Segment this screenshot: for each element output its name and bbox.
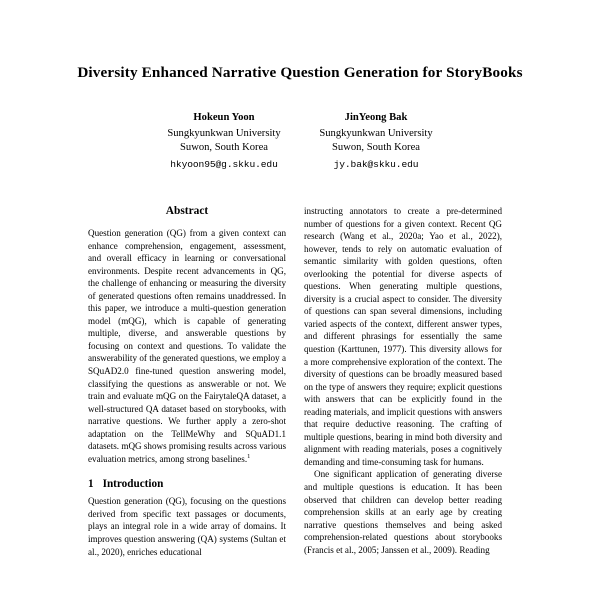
author-affiliation: Sungkyunkwan University [319, 127, 433, 139]
abstract-text [88, 227, 286, 465]
section-heading-introduction [88, 478, 286, 490]
author-name: JinYeong Bak [344, 112, 408, 123]
section-title: Introduction [102, 478, 164, 491]
author-email: hkyoon95@g.skku.edu [170, 158, 278, 170]
author-location: Suwon, South Korea [332, 142, 420, 154]
author-entry [300, 111, 452, 171]
title-block [0, 0, 600, 171]
author-entry [148, 111, 300, 171]
section-number: 1 [88, 478, 94, 491]
right-column [304, 205, 502, 600]
author-affiliation: Sungkyunkwan University [167, 127, 281, 139]
author-name: Hokeun Yoon [193, 112, 255, 123]
abstract-heading: Abstract [165, 205, 209, 217]
intro-paragraph-1: Question generation (QG), focusing on the questions derived from specific text passages or documents, plays an integral role in a wide array of domains. It improves question answering (QA) systems (Sultan et al., 2020), enriches educational [88, 496, 286, 557]
left-column [88, 205, 286, 600]
author-email: jy.bak@skku.edu [333, 158, 419, 170]
abstract-body: Question generation (QG) from a given context can enhance comprehension, engagement, assessment, and overall efficacy in learning or conversational environments. Despite recent advancements in QG, the challenge of enhancing or measuring the diversity of generated questions often remains unaddressed. In this paper, we introduce a multi-question generation model (mQG), which is capable of generating multiple, diverse, and answerable questions by focusing on context and questions. To validate the answerability of the generated questions, we employ a SQuAD2.0 fine-tuned question answering model, classifying the questions as answerable or not. We train and evaluate mQG on the FairytaleQA dataset, a well-structured QA dataset based on storybooks, with narrative questions. We further apply a zero-shot adaptation on the TellMeWhy and SQuAD1.1 datasets. mQG shows promising results across various evaluation metrics, among strong baselines. [88, 228, 286, 464]
intro-paragraph-3: One significant application of generating diverse and multiple questions is education. It has been observed that children can develop better reading comprehension skills at an early age by creating narrative questions themselves and being asked comprehension-related questions about storybooks (Francis et al., 2005; Janssen et al., 2009). Reading [304, 469, 502, 555]
footnote-marker: 1 [247, 452, 251, 460]
author-location: Suwon, South Korea [180, 142, 268, 154]
page-title: Diversity Enhanced Narrative Question Generation for StoryBooks [77, 64, 523, 81]
intro-paragraph-2: instructing annotators to create a pre-determined number of questions for a given context. Recent QG research (Wang et al., 2020a; Yao et al., 2022), however, tends to rely on automatic evaluation of semantic similarity with golden questions, often overlooking the potential for diverse aspects of questions. When generating multiple questions, diversity is a crucial aspect to consider. The diversity of questions can span several dimensions, including varied aspects of the context, different answer types, and different phrasings for essentially the same question (Karttunen, 1977). This diversity allows for a more comprehensive exploration of the context. The diversity of questions can be broadly measured based on the type of answers they require; explicit questions with answers that can be explicitly found in the reading materials, and implicit questions with answers that require deductive reasoning. The crafting of multiple questions, bearing in mind both diversity and alignment with reading materials, poses a cognitively demanding and time-consuming task for humans. [304, 206, 502, 467]
author-list [70, 111, 530, 171]
two-column-body [0, 205, 600, 600]
